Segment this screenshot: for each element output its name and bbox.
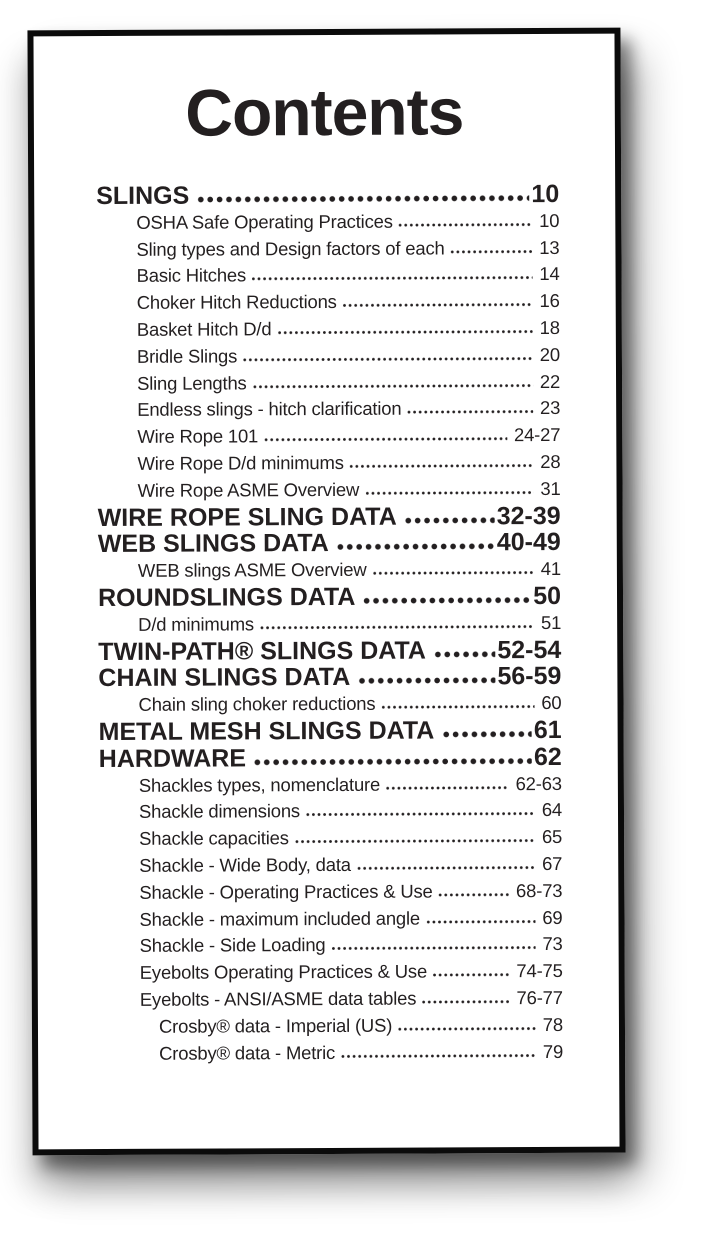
toc-entry-label: Shackle capacities <box>139 827 289 849</box>
toc-entry <box>98 502 561 531</box>
toc-entry <box>100 931 563 960</box>
toc-entry-label: Crosby® data - Imperial (US) <box>158 1014 393 1037</box>
toc-entry <box>99 797 562 826</box>
toc-entry <box>100 958 563 987</box>
toc-entry <box>97 449 560 478</box>
dot-leader <box>441 730 532 738</box>
toc-entry <box>98 690 561 719</box>
toc-entry-label: WIRE ROPE SLING DATA <box>97 502 397 532</box>
contents-page-card <box>27 28 625 1156</box>
toc-entry-label: Wire Rope D/d minimums <box>137 451 344 474</box>
dot-leader <box>340 1053 536 1059</box>
toc-entry-label: D/d minimums <box>138 613 255 635</box>
toc-entry-page: 76-77 <box>516 986 563 1009</box>
dot-leader <box>380 704 534 710</box>
toc-entry-page: 32-39 <box>496 501 561 530</box>
dot-leader <box>305 811 535 817</box>
toc-entry <box>98 583 561 612</box>
toc-entry-page: 14 <box>539 263 560 285</box>
page-title: Contents <box>185 74 464 150</box>
toc-entry-label: Shackle - Wide Body, data <box>139 853 351 876</box>
toc-entry-page: 28 <box>540 450 561 472</box>
toc-entry-page: 50 <box>533 581 562 611</box>
toc-entry-label: SLINGS <box>96 181 190 211</box>
toc-entry-label: Basic Hitches <box>136 264 247 287</box>
toc-entry <box>98 663 561 692</box>
dot-leader <box>349 463 533 469</box>
dot-leader <box>342 302 533 308</box>
toc-entry <box>99 717 562 746</box>
dot-leader <box>433 650 495 658</box>
toc-entry-page: 79 <box>542 1040 564 1062</box>
dot-leader <box>263 436 507 442</box>
toc-entry-label: Chain sling choker reductions <box>138 692 376 715</box>
dot-leader <box>357 677 495 686</box>
toc-entry-label: Crosby® data - Metric <box>159 1041 336 1064</box>
dot-leader <box>398 222 532 228</box>
dot-leader <box>371 570 533 576</box>
toc-entry-label: Shackle - maximum included angle <box>139 907 421 930</box>
toc-entry-label: Choker Hitch Reductions <box>136 291 337 314</box>
toc-entry <box>98 636 561 665</box>
toc-entry <box>99 770 562 799</box>
toc-entry-label: HARDWARE <box>98 744 247 773</box>
toc-entry-page: 73 <box>542 933 563 955</box>
toc-entry-page: 16 <box>539 290 560 312</box>
table-of-contents <box>34 181 619 1068</box>
toc-entry-page: 40-49 <box>496 528 561 557</box>
toc-entry-page: 67 <box>542 852 563 874</box>
toc-entry-page: 22 <box>539 370 561 392</box>
toc-entry-label: Bridle Slings <box>136 345 238 367</box>
dot-leader <box>450 249 533 254</box>
dot-leader <box>362 596 531 605</box>
toc-entry <box>97 422 560 451</box>
toc-entry-label: Shackle - Side Loading <box>139 934 326 957</box>
dot-leader <box>336 543 495 552</box>
dot-leader <box>252 383 533 389</box>
toc-entry-label: METAL MESH SLINGS DATA <box>98 716 435 746</box>
toc-entry-label: Sling types and Design factors of each <box>136 237 445 260</box>
toc-entry-label: TWIN-PATH® SLINGS DATA <box>98 636 426 666</box>
dot-leader <box>397 1026 536 1032</box>
toc-entry-page: 61 <box>533 715 562 744</box>
toc-entry-page: 60 <box>541 692 562 714</box>
toc-entry-page: 68-73 <box>515 879 563 901</box>
dot-leader <box>404 516 495 524</box>
toc-entry <box>96 235 559 264</box>
toc-entry-page: 20 <box>539 343 560 365</box>
toc-entry-page: 65 <box>541 826 563 848</box>
toc-entry-page: 51 <box>540 611 562 633</box>
dot-leader <box>421 999 509 1004</box>
toc-entry-page: 69 <box>542 906 563 928</box>
toc-entry-page: 18 <box>539 316 560 339</box>
toc-entry <box>98 556 561 585</box>
toc-entry <box>98 529 561 558</box>
toc-entry-page: 31 <box>540 477 561 499</box>
toc-entry <box>100 1038 563 1067</box>
dot-leader <box>242 356 533 362</box>
toc-entry-page: 62 <box>533 742 562 771</box>
toc-entry-label: ROUNDSLINGS DATA <box>97 582 356 612</box>
toc-entry <box>97 342 560 371</box>
toc-entry-label: Sling Lengths <box>137 371 247 394</box>
toc-entry-page: 78 <box>542 1013 564 1035</box>
toc-entry-page: 74-75 <box>516 960 563 982</box>
toc-entry-label: Shackle dimensions <box>138 800 300 823</box>
toc-entry <box>97 315 560 344</box>
toc-entry <box>100 985 563 1014</box>
toc-entry-page: 13 <box>539 236 560 258</box>
dot-leader <box>438 892 509 897</box>
toc-entry-page: 52-54 <box>497 635 562 664</box>
toc-entry <box>99 904 562 933</box>
dot-leader <box>364 490 533 496</box>
toc-entry-label: OSHA Safe Operating Practices <box>136 210 393 233</box>
dot-leader <box>259 624 534 630</box>
dot-leader <box>425 919 535 925</box>
toc-entry-page: 23 <box>539 397 561 419</box>
dot-leader <box>251 275 532 281</box>
toc-entry-page: 10 <box>539 209 560 231</box>
toc-entry-page: 41 <box>540 558 561 580</box>
toc-entry <box>97 369 560 398</box>
toc-entry <box>97 476 560 505</box>
toc-entry <box>96 208 559 237</box>
dot-leader <box>432 972 509 977</box>
toc-entry <box>99 851 562 880</box>
toc-entry-label: WEB slings ASME Overview <box>137 558 367 582</box>
toc-entry-label: CHAIN SLINGS DATA <box>98 663 351 693</box>
toc-entry <box>100 1012 563 1041</box>
dot-leader <box>294 838 535 844</box>
toc-entry-label: Eyebolts Operating Practices & Use <box>139 960 428 983</box>
dot-leader <box>406 409 533 415</box>
toc-entry-label: Endless slings - hitch clarification <box>137 398 402 421</box>
dot-leader <box>253 757 532 766</box>
toc-entry <box>99 744 562 773</box>
toc-entry-label: WEB SLINGS DATA <box>97 529 329 559</box>
toc-entry <box>98 610 561 639</box>
dot-leader <box>276 329 532 335</box>
toc-entry-page: 10 <box>531 179 560 209</box>
dot-leader <box>356 865 535 871</box>
toc-entry-page: 62-63 <box>515 772 562 794</box>
toc-entry <box>97 261 560 290</box>
dot-leader <box>385 785 508 791</box>
dot-leader <box>196 194 529 204</box>
toc-entry <box>97 288 560 317</box>
toc-entry-label: Wire Rope ASME Overview <box>137 478 360 501</box>
toc-entry <box>99 824 562 853</box>
toc-entry-page: 24-27 <box>513 424 561 446</box>
toc-entry <box>97 395 560 424</box>
toc-entry-label: Wire Rope 101 <box>137 425 259 448</box>
toc-entry-label: Basket Hitch D/d <box>136 318 272 340</box>
toc-entry-label: Shackle - Operating Practices & Use <box>139 880 433 903</box>
toc-entry-label: Shackles types, nomenclature <box>138 773 381 796</box>
toc-entry-label: Eyebolts - ANSI/ASME data tables <box>139 987 417 1010</box>
toc-entry-page: 56-59 <box>497 662 562 691</box>
toc-entry <box>99 878 562 907</box>
toc-entry-page: 64 <box>541 799 563 821</box>
toc-entry <box>96 181 559 210</box>
dot-leader <box>330 945 535 951</box>
